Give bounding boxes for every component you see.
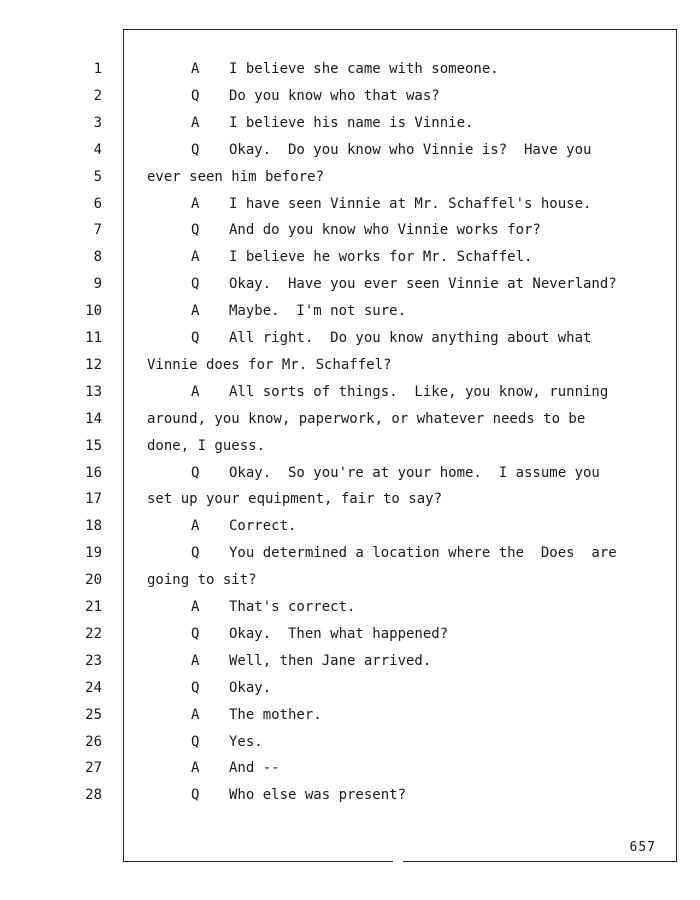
speaker-label: Q [191,330,200,346]
line-number: 6 [93,196,102,212]
speaker-label: Q [191,465,200,481]
speaker-label: A [191,115,200,131]
line-number: 10 [85,303,102,319]
frame-right-border [676,29,677,862]
transcript-line-text: going to sit? [147,572,257,588]
transcript-line-text: Yes. [229,734,263,750]
line-number: 19 [85,545,102,561]
speaker-label: Q [191,222,200,238]
transcript-line-text: All sorts of things. Like, you know, running [229,384,609,400]
page-number: 657 [629,840,656,855]
line-number: 4 [93,142,102,158]
line-number: 1 [93,61,102,77]
transcript-line-text: Correct. [229,518,297,534]
transcript-line-text: Okay. Then what happened? [229,626,449,642]
transcript-line-text: Maybe. I'm not sure. [229,303,407,319]
transcript-line-text: I believe she came with someone. [229,61,499,77]
transcript-line-text: Vinnie does for Mr. Schaffel? [147,357,392,373]
line-number: 5 [93,169,102,185]
transcript-line-text: Okay. [229,680,272,696]
speaker-label: A [191,518,200,534]
line-number: 26 [85,734,102,750]
transcript-line-text: set up your equipment, fair to say? [147,491,443,507]
speaker-label: A [191,303,200,319]
transcript-line-text: done, I guess. [147,438,266,454]
transcript-line-text: I believe he works for Mr. Schaffel. [229,249,533,265]
line-number: 20 [85,572,102,588]
speaker-label: Q [191,276,200,292]
speaker-label: Q [191,626,200,642]
frame-left-border [123,29,124,862]
line-number: 3 [93,115,102,131]
transcript-line-text: I believe his name is Vinnie. [229,115,474,131]
speaker-label: Q [191,680,200,696]
transcript-line-text: Who else was present? [229,787,407,803]
speaker-label: Q [191,142,200,158]
speaker-label: A [191,760,200,776]
line-number: 27 [85,760,102,776]
speaker-label: Q [191,734,200,750]
speaker-label: A [191,196,200,212]
transcript-line-text: You determined a location where the Does are [229,545,617,561]
line-number: 15 [85,438,102,454]
transcript-line-text: That's correct. [229,599,356,615]
speaker-label: Q [191,545,200,561]
speaker-label: A [191,249,200,265]
transcript-line-text: Do you know who that was? [229,88,440,104]
speaker-label: Q [191,787,200,803]
speaker-label: A [191,653,200,669]
speaker-label: A [191,61,200,77]
transcript-line-text: Okay. Have you ever seen Vinnie at Neverland? [229,276,617,292]
speaker-label: Q [191,88,200,104]
line-number: 23 [85,653,102,669]
transcript-line-text: The mother. [229,707,322,723]
frame-bottom-border-right [403,861,677,862]
line-number: 25 [85,707,102,723]
transcript-line-text: All right. Do you know anything about what [229,330,592,346]
line-number: 2 [93,88,102,104]
line-number: 9 [93,276,102,292]
line-number: 8 [93,249,102,265]
transcript-line-text: Okay. Do you know who Vinnie is? Have you [229,142,592,158]
line-number: 21 [85,599,102,615]
line-number: 12 [85,357,102,373]
line-number: 11 [85,330,102,346]
line-number: 22 [85,626,102,642]
transcript-line-text: around, you know, paperwork, or whatever needs to be [147,411,586,427]
frame-bottom-border-left [123,861,393,862]
line-number: 13 [85,384,102,400]
transcript-line-text: And do you know who Vinnie works for? [229,222,541,238]
line-number: 14 [85,411,102,427]
speaker-label: A [191,384,200,400]
transcript-line-text: Okay. So you're at your home. I assume you [229,465,600,481]
transcript-line-text: And -- [229,760,280,776]
speaker-label: A [191,599,200,615]
speaker-label: A [191,707,200,723]
line-number: 7 [93,222,102,238]
transcript-line-text: I have seen Vinnie at Mr. Schaffel's house. [229,196,592,212]
line-number: 18 [85,518,102,534]
frame-top-border [123,29,677,30]
line-number: 28 [85,787,102,803]
line-number: 17 [85,491,102,507]
line-number: 16 [85,465,102,481]
transcript-line-text: ever seen him before? [147,169,325,185]
line-number: 24 [85,680,102,696]
transcript-line-text: Well, then Jane arrived. [229,653,432,669]
